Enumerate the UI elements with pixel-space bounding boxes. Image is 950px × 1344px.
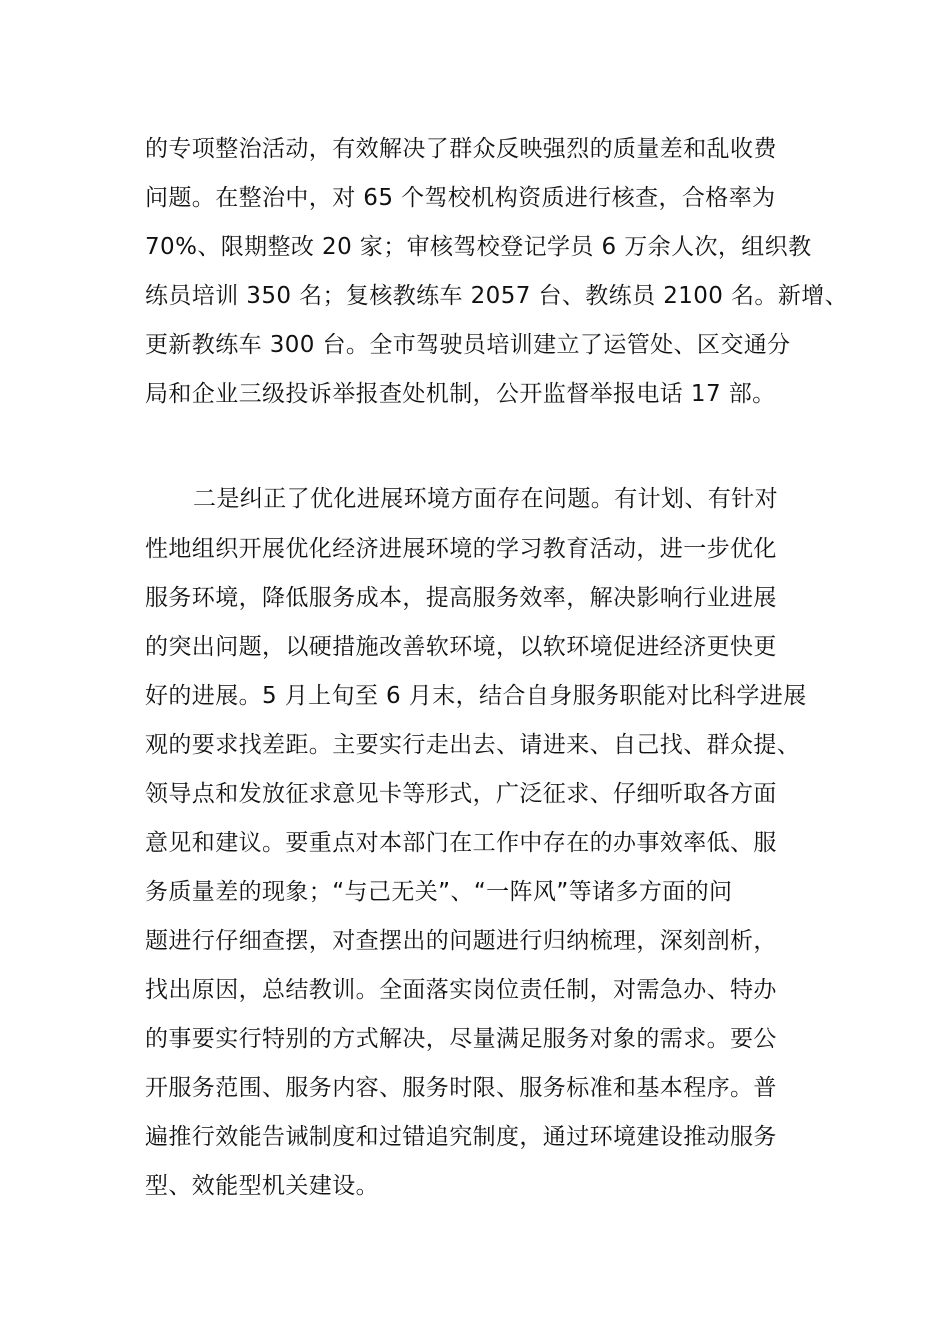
paragraph-2-line-11: 找出原因，总结教训。全面落实岗位责任制，对需急办、特办 (145, 977, 777, 1003)
paragraph-2-line-3: 服务环境，降低服务成本，提高服务效率，解决影响行业进展 (145, 585, 777, 611)
paragraph-1-line-2: 问题。在整治中，对 65 个驾校机构资质进行核查，合格率为 (145, 185, 776, 211)
paragraph-2-line-7: 领导点和发放征求意见卡等形式，广泛征求、仔细听取各方面 (145, 781, 777, 807)
paragraph-1-line-1: 的专项整治活动，有效解决了群众反映强烈的质量差和乱收费 (145, 136, 777, 162)
paragraph-2-line-12: 的事要实行特别的方式解决，尽量满足服务对象的需求。要公 (145, 1026, 777, 1052)
paragraph-2-line-1: 二是纠正了优化进展环境方面存在问题。有计划、有针对 (193, 486, 778, 512)
paragraph-2-line-14: 遍推行效能告诫制度和过错追究制度，通过环境建设推动服务 (145, 1124, 777, 1150)
paragraph-2-line-9: 务质量差的现象；“与己无关”、“一阵风”等诸多方面的问 (145, 879, 733, 905)
paragraph-1-line-6: 局和企业三级投诉举报查处机制，公开监督举报电话 17 部。 (145, 381, 776, 407)
paragraph-2-line-8: 意见和建议。要重点对本部门在工作中存在的办事效率低、服 (145, 830, 777, 856)
paragraph-2-line-10: 题进行仔细查摆，对查摆出的问题进行归纳梳理，深刻剖析， (145, 928, 777, 954)
paragraph-1-line-5: 更新教练车 300 台。全市驾驶员培训建立了运管处、区交通分 (145, 332, 791, 358)
paragraph-1-line-4: 练员培训 350 名；复核教练车 2057 台、教练员 2100 名。新增、 (145, 283, 849, 309)
paragraph-2-line-13: 开服务范围、服务内容、服务时限、服务标准和基本程序。普 (145, 1075, 777, 1101)
paragraph-1-line-3: 70%、限期整改 20 家；审核驾校登记学员 6 万余人次，组织教 (145, 234, 812, 260)
paragraph-2-line-6: 观的要求找差距。主要实行走出去、请进来、自己找、群众提、 (145, 732, 801, 758)
paragraph-2-line-5: 好的进展。5 月上旬至 6 月末，结合自身服务职能对比科学进展 (145, 683, 807, 709)
paragraph-2-line-4: 的突出问题，以硬措施改善软环境，以软环境促进经济更快更 (145, 634, 777, 660)
paragraph-2-line-2: 性地组织开展优化经济进展环境的学习教育活动，进一步优化 (145, 536, 777, 562)
paragraph-2-line-15: 型、效能型机关建设。 (145, 1173, 379, 1199)
